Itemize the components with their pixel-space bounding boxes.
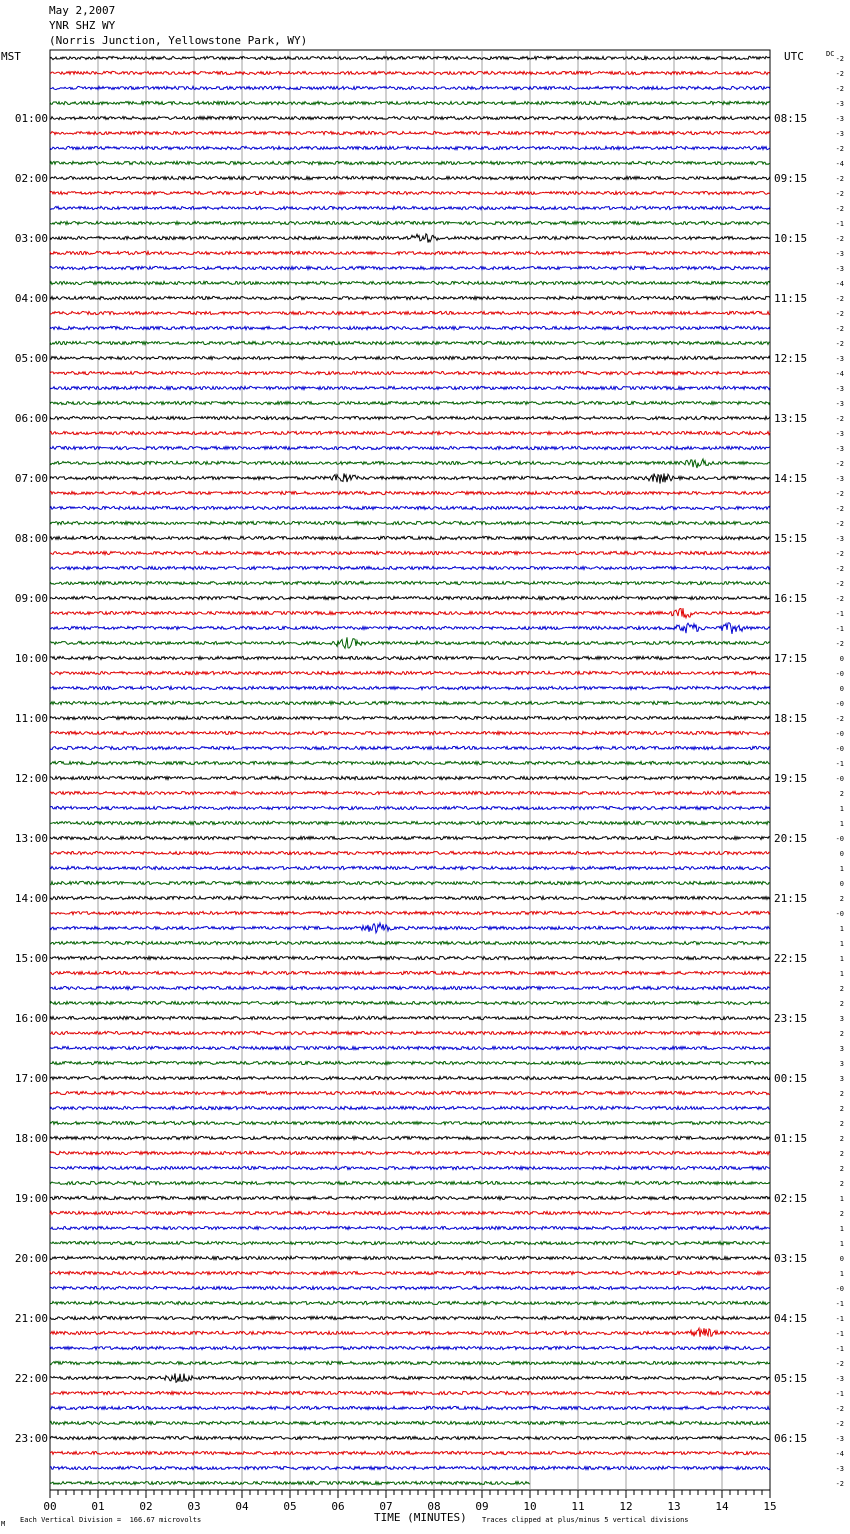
dc-offset-label: -3 bbox=[835, 1465, 844, 1473]
dc-offset-label: -1 bbox=[835, 1330, 844, 1338]
right-hour-label: 18:15 bbox=[774, 712, 808, 725]
left-hour-label: 10:00 bbox=[14, 652, 48, 665]
right-hour-label: 05:15 bbox=[774, 1372, 808, 1385]
dc-offset-label: -4 bbox=[835, 160, 844, 168]
left-hour-label: 06:00 bbox=[14, 412, 48, 425]
dc-offset-label: -1 bbox=[835, 1315, 844, 1323]
trace-74 bbox=[50, 1166, 770, 1169]
left-hour-label: 15:00 bbox=[14, 952, 48, 965]
dc-offset-label: -3 bbox=[835, 1435, 844, 1443]
dc-offset-label: 1 bbox=[839, 820, 844, 828]
dc-offset-label: -0 bbox=[835, 745, 844, 753]
trace-88 bbox=[50, 1373, 770, 1382]
trace-27 bbox=[50, 459, 770, 468]
trace-50 bbox=[50, 806, 770, 809]
dc-offset-label: -2 bbox=[835, 490, 844, 498]
dc-offset-label: 3 bbox=[839, 1060, 844, 1068]
trace-24 bbox=[50, 416, 770, 419]
dc-offset-label: -2 bbox=[835, 640, 844, 648]
left-hour-label: 07:00 bbox=[14, 472, 48, 485]
trace-13 bbox=[50, 251, 770, 254]
trace-14 bbox=[50, 266, 770, 269]
left-hour-label: 05:00 bbox=[14, 352, 48, 365]
trace-68 bbox=[50, 1076, 770, 1079]
dc-offset-label: 2 bbox=[839, 1090, 844, 1098]
trace-72 bbox=[50, 1136, 770, 1139]
left-hour-label: 01:00 bbox=[14, 112, 48, 125]
trace-25 bbox=[50, 431, 770, 434]
trace-5 bbox=[50, 131, 770, 134]
trace-92 bbox=[50, 1436, 770, 1439]
dc-offset-label: -2 bbox=[835, 460, 844, 468]
trace-22 bbox=[50, 386, 770, 389]
dc-offset-label: 2 bbox=[839, 1135, 844, 1143]
dc-offset-label: -3 bbox=[835, 445, 844, 453]
trace-94 bbox=[50, 1466, 770, 1469]
x-tick-label: 10 bbox=[523, 1500, 537, 1513]
left-hour-label: 18:00 bbox=[14, 1132, 48, 1145]
right-hour-label: 00:15 bbox=[774, 1072, 808, 1085]
x-tick-label: 05 bbox=[283, 1500, 297, 1513]
right-hour-label: 14:15 bbox=[774, 472, 808, 485]
trace-69 bbox=[50, 1091, 770, 1094]
trace-20 bbox=[50, 356, 770, 359]
trace-41 bbox=[50, 671, 770, 674]
trace-49 bbox=[50, 791, 770, 794]
trace-57 bbox=[50, 911, 770, 914]
trace-18 bbox=[50, 326, 770, 329]
dc-offset-label: -1 bbox=[835, 610, 844, 618]
dc-offset-label: -2 bbox=[835, 145, 844, 153]
trace-43 bbox=[50, 701, 770, 704]
dc-offset-label: -0 bbox=[835, 835, 844, 843]
dc-offset-label: 2 bbox=[839, 1165, 844, 1173]
dc-offset-label: -1 bbox=[835, 1390, 844, 1398]
x-tick-label: 08 bbox=[427, 1500, 441, 1513]
dc-offset-label: -2 bbox=[835, 190, 844, 198]
dc-offset-label: -4 bbox=[835, 280, 844, 288]
dc-offset-label: -1 bbox=[835, 1300, 844, 1308]
x-tick-label: 09 bbox=[475, 1500, 489, 1513]
trace-89 bbox=[50, 1391, 770, 1394]
dc-offset-label: -3 bbox=[835, 400, 844, 408]
dc-offset-label: 1 bbox=[839, 925, 844, 933]
right-hour-label: 12:15 bbox=[774, 352, 808, 365]
dc-offset-label: -2 bbox=[835, 520, 844, 528]
dc-label: DC bbox=[826, 50, 835, 58]
dc-offset-label: -0 bbox=[835, 700, 844, 708]
right-hour-label: 09:15 bbox=[774, 172, 808, 185]
trace-87 bbox=[50, 1361, 770, 1364]
dc-offset-label: 2 bbox=[839, 1105, 844, 1113]
trace-35 bbox=[50, 581, 770, 584]
dc-offset-label: 0 bbox=[839, 655, 844, 663]
trace-62 bbox=[50, 986, 770, 989]
x-tick-label: 13 bbox=[667, 1500, 681, 1513]
x-tick-label: 07 bbox=[379, 1500, 393, 1513]
x-tick-label: 11 bbox=[571, 1500, 585, 1513]
scale-note: Each Vertical Division = 166.67 microvolts bbox=[20, 1516, 202, 1524]
trace-65 bbox=[50, 1031, 770, 1034]
dc-offset-label: -2 bbox=[835, 505, 844, 513]
dc-offset-label: 1 bbox=[839, 805, 844, 813]
dc-offset-label: -0 bbox=[835, 1285, 844, 1293]
right-hour-label: 06:15 bbox=[774, 1432, 808, 1445]
x-tick-label: 02 bbox=[139, 1500, 153, 1513]
right-hour-label: 19:15 bbox=[774, 772, 808, 785]
dc-offset-label: -1 bbox=[835, 220, 844, 228]
right-hour-label: 04:15 bbox=[774, 1312, 808, 1325]
trace-15 bbox=[50, 281, 770, 284]
trace-10 bbox=[50, 206, 770, 209]
location-label: (Norris Junction, Yellowstone Park, WY) bbox=[49, 34, 308, 47]
trace-40 bbox=[50, 656, 770, 659]
trace-12 bbox=[50, 234, 770, 243]
trace-79 bbox=[50, 1241, 770, 1244]
trace-8 bbox=[50, 176, 770, 179]
trace-84 bbox=[50, 1316, 770, 1319]
clip-note: Traces clipped at plus/minus 5 vertical divisions bbox=[482, 1516, 689, 1524]
dc-offset-label: -3 bbox=[835, 1375, 844, 1383]
left-hour-label: 21:00 bbox=[14, 1312, 48, 1325]
right-hour-label: 02:15 bbox=[774, 1192, 808, 1205]
x-tick-label: 03 bbox=[187, 1500, 201, 1513]
dc-offset-label: -3 bbox=[835, 265, 844, 273]
dc-offset-label: 1 bbox=[839, 940, 844, 948]
trace-26 bbox=[50, 446, 770, 449]
dc-offset-label: 0 bbox=[839, 685, 844, 693]
dc-offset-label: 1 bbox=[839, 865, 844, 873]
trace-54 bbox=[50, 866, 770, 869]
dc-offset-label: 2 bbox=[839, 1120, 844, 1128]
dc-offset-label: 2 bbox=[839, 1180, 844, 1188]
right-axis-title: UTC bbox=[784, 50, 804, 63]
dc-offset-label: 1 bbox=[839, 1270, 844, 1278]
x-tick-label: 12 bbox=[619, 1500, 633, 1513]
trace-55 bbox=[50, 881, 770, 884]
trace-64 bbox=[50, 1016, 770, 1019]
dc-offset-label: -4 bbox=[835, 1450, 844, 1458]
trace-56 bbox=[50, 896, 770, 899]
left-hour-label: 11:00 bbox=[14, 712, 48, 725]
dc-offset-label: -0 bbox=[835, 775, 844, 783]
trace-58 bbox=[50, 923, 770, 933]
x-tick-label: 04 bbox=[235, 1500, 249, 1513]
dc-offset-label: -3 bbox=[835, 385, 844, 393]
dc-offset-label: 0 bbox=[839, 850, 844, 858]
dc-offset-label: -2 bbox=[835, 205, 844, 213]
right-hour-label: 17:15 bbox=[774, 652, 808, 665]
left-hour-label: 03:00 bbox=[14, 232, 48, 245]
trace-16 bbox=[50, 296, 770, 299]
trace-9 bbox=[50, 191, 770, 194]
trace-21 bbox=[50, 371, 770, 374]
trace-63 bbox=[50, 1001, 770, 1004]
dc-offset-label: -2 bbox=[835, 55, 844, 63]
dc-offset-label: 1 bbox=[839, 1240, 844, 1248]
trace-51 bbox=[50, 821, 770, 824]
trace-93 bbox=[50, 1451, 770, 1454]
left-hour-label: 22:00 bbox=[14, 1372, 48, 1385]
trace-77 bbox=[50, 1211, 770, 1214]
trace-2 bbox=[50, 86, 770, 89]
dc-offset-label: -3 bbox=[835, 535, 844, 543]
trace-53 bbox=[50, 851, 770, 854]
dc-offset-label: -2 bbox=[835, 295, 844, 303]
right-hour-label: 21:15 bbox=[774, 892, 808, 905]
dc-offset-label: 3 bbox=[839, 1045, 844, 1053]
trace-33 bbox=[50, 551, 770, 554]
x-axis-title: TIME (MINUTES) bbox=[374, 1511, 467, 1524]
dc-offset-label: -2 bbox=[835, 1405, 844, 1413]
left-hour-label: 20:00 bbox=[14, 1252, 48, 1265]
dc-offset-label: 1 bbox=[839, 955, 844, 963]
trace-80 bbox=[50, 1256, 770, 1259]
trace-73 bbox=[50, 1151, 770, 1154]
trace-28 bbox=[50, 473, 770, 483]
trace-19 bbox=[50, 341, 770, 344]
corner-mark: M bbox=[1, 1520, 6, 1528]
trace-38 bbox=[50, 623, 770, 634]
dc-offset-label: -1 bbox=[835, 625, 844, 633]
trace-48 bbox=[50, 776, 770, 779]
dc-offset-label: -2 bbox=[835, 310, 844, 318]
dc-offset-label: 2 bbox=[839, 1210, 844, 1218]
trace-30 bbox=[50, 506, 770, 509]
left-hour-label: 17:00 bbox=[14, 1072, 48, 1085]
trace-42 bbox=[50, 686, 770, 689]
dc-offset-label: -4 bbox=[835, 370, 844, 378]
dc-offset-label: 2 bbox=[839, 790, 844, 798]
trace-47 bbox=[50, 761, 770, 764]
x-tick-label: 00 bbox=[43, 1500, 57, 1513]
right-hour-label: 08:15 bbox=[774, 112, 808, 125]
dc-offset-label: -2 bbox=[835, 70, 844, 78]
dc-offset-label: -3 bbox=[835, 430, 844, 438]
dc-offset-label: 2 bbox=[839, 1000, 844, 1008]
trace-76 bbox=[50, 1196, 770, 1199]
right-hour-label: 03:15 bbox=[774, 1252, 808, 1265]
dc-offset-label: -2 bbox=[835, 1360, 844, 1368]
trace-52 bbox=[50, 836, 770, 839]
left-hour-label: 23:00 bbox=[14, 1432, 48, 1445]
dc-offset-label: 2 bbox=[839, 1030, 844, 1038]
dc-offset-label: -2 bbox=[835, 235, 844, 243]
dc-offset-label: -1 bbox=[835, 760, 844, 768]
dc-offset-label: 3 bbox=[839, 1015, 844, 1023]
trace-71 bbox=[50, 1121, 770, 1124]
trace-4 bbox=[50, 116, 770, 119]
dc-offset-label: -3 bbox=[835, 100, 844, 108]
x-tick-label: 06 bbox=[331, 1500, 345, 1513]
left-hour-label: 02:00 bbox=[14, 172, 48, 185]
trace-37 bbox=[50, 608, 770, 618]
dc-offset-label: -2 bbox=[835, 340, 844, 348]
left-hour-label: 12:00 bbox=[14, 772, 48, 785]
trace-44 bbox=[50, 716, 770, 719]
trace-90 bbox=[50, 1406, 770, 1409]
station-label: YNR SHZ WY bbox=[49, 19, 116, 32]
left-axis-title: MST bbox=[1, 50, 21, 63]
trace-85 bbox=[50, 1328, 770, 1337]
dc-offset-label: 1 bbox=[839, 970, 844, 978]
dc-offset-label: 2 bbox=[839, 1150, 844, 1158]
left-hour-label: 04:00 bbox=[14, 292, 48, 305]
x-tick-label: 15 bbox=[763, 1500, 777, 1513]
dc-offset-label: -2 bbox=[835, 175, 844, 183]
x-tick-label: 14 bbox=[715, 1500, 729, 1513]
right-hour-label: 01:15 bbox=[774, 1132, 808, 1145]
left-hour-label: 16:00 bbox=[14, 1012, 48, 1025]
dc-offset-label: -3 bbox=[835, 250, 844, 258]
trace-66 bbox=[50, 1046, 770, 1049]
right-hour-label: 16:15 bbox=[774, 592, 808, 605]
dc-offset-label: -2 bbox=[835, 715, 844, 723]
dc-offset-label: -3 bbox=[835, 115, 844, 123]
trace-70 bbox=[50, 1106, 770, 1109]
left-hour-label: 09:00 bbox=[14, 592, 48, 605]
left-hour-label: 19:00 bbox=[14, 1192, 48, 1205]
x-tick-label: 01 bbox=[91, 1500, 105, 1513]
dc-offset-label: -3 bbox=[835, 475, 844, 483]
right-hour-label: 10:15 bbox=[774, 232, 808, 245]
trace-7 bbox=[50, 161, 770, 164]
trace-3 bbox=[50, 101, 770, 104]
trace-32 bbox=[50, 536, 770, 539]
right-hour-label: 11:15 bbox=[774, 292, 808, 305]
dc-offset-label: -0 bbox=[835, 730, 844, 738]
dc-offset-label: -2 bbox=[835, 580, 844, 588]
trace-86 bbox=[50, 1346, 770, 1349]
trace-83 bbox=[50, 1301, 770, 1304]
left-hour-label: 13:00 bbox=[14, 832, 48, 845]
trace-67 bbox=[50, 1061, 770, 1064]
left-hour-label: 08:00 bbox=[14, 532, 48, 545]
dc-offset-label: -1 bbox=[835, 1345, 844, 1353]
right-hour-label: 13:15 bbox=[774, 412, 808, 425]
dc-offset-label: 3 bbox=[839, 1075, 844, 1083]
dc-offset-label: -2 bbox=[835, 550, 844, 558]
dc-offset-label: -2 bbox=[835, 595, 844, 603]
dc-offset-label: 2 bbox=[839, 985, 844, 993]
trace-11 bbox=[50, 221, 770, 224]
trace-59 bbox=[50, 941, 770, 944]
dc-offset-label: -2 bbox=[835, 565, 844, 573]
trace-91 bbox=[50, 1421, 770, 1424]
right-hour-label: 22:15 bbox=[774, 952, 808, 965]
date-label: May 2,2007 bbox=[49, 4, 116, 17]
trace-78 bbox=[50, 1226, 770, 1229]
trace-82 bbox=[50, 1286, 770, 1289]
dc-offset-label: -2 bbox=[835, 325, 844, 333]
trace-60 bbox=[50, 956, 770, 959]
trace-29 bbox=[50, 491, 770, 494]
dc-offset-label: -0 bbox=[835, 910, 844, 918]
trace-0 bbox=[50, 56, 770, 59]
dc-offset-label: 1 bbox=[839, 1225, 844, 1233]
dc-offset-label: -2 bbox=[835, 1420, 844, 1428]
trace-81 bbox=[50, 1271, 770, 1274]
dc-offset-label: 2 bbox=[839, 895, 844, 903]
dc-offset-label: -2 bbox=[835, 415, 844, 423]
dc-offset-label: -2 bbox=[835, 85, 844, 93]
trace-39 bbox=[50, 637, 770, 648]
dc-offset-label: 1 bbox=[839, 1195, 844, 1203]
trace-36 bbox=[50, 596, 770, 599]
dc-offset-label: -3 bbox=[835, 355, 844, 363]
dc-offset-label: -0 bbox=[835, 670, 844, 678]
dc-offset-label: 0 bbox=[839, 880, 844, 888]
trace-1 bbox=[50, 71, 770, 74]
trace-34 bbox=[50, 566, 770, 569]
right-hour-label: 20:15 bbox=[774, 832, 808, 845]
trace-6 bbox=[50, 146, 770, 149]
left-hour-label: 14:00 bbox=[14, 892, 48, 905]
dc-offset-label: -2 bbox=[835, 1480, 844, 1488]
trace-75 bbox=[50, 1181, 770, 1184]
trace-45 bbox=[50, 731, 770, 734]
trace-23 bbox=[50, 401, 770, 404]
right-hour-label: 23:15 bbox=[774, 1012, 808, 1025]
trace-31 bbox=[50, 521, 770, 524]
dc-offset-label: 0 bbox=[839, 1255, 844, 1263]
trace-61 bbox=[50, 971, 770, 974]
right-hour-label: 15:15 bbox=[774, 532, 808, 545]
trace-46 bbox=[50, 746, 770, 749]
dc-offset-label: -3 bbox=[835, 130, 844, 138]
trace-17 bbox=[50, 311, 770, 314]
